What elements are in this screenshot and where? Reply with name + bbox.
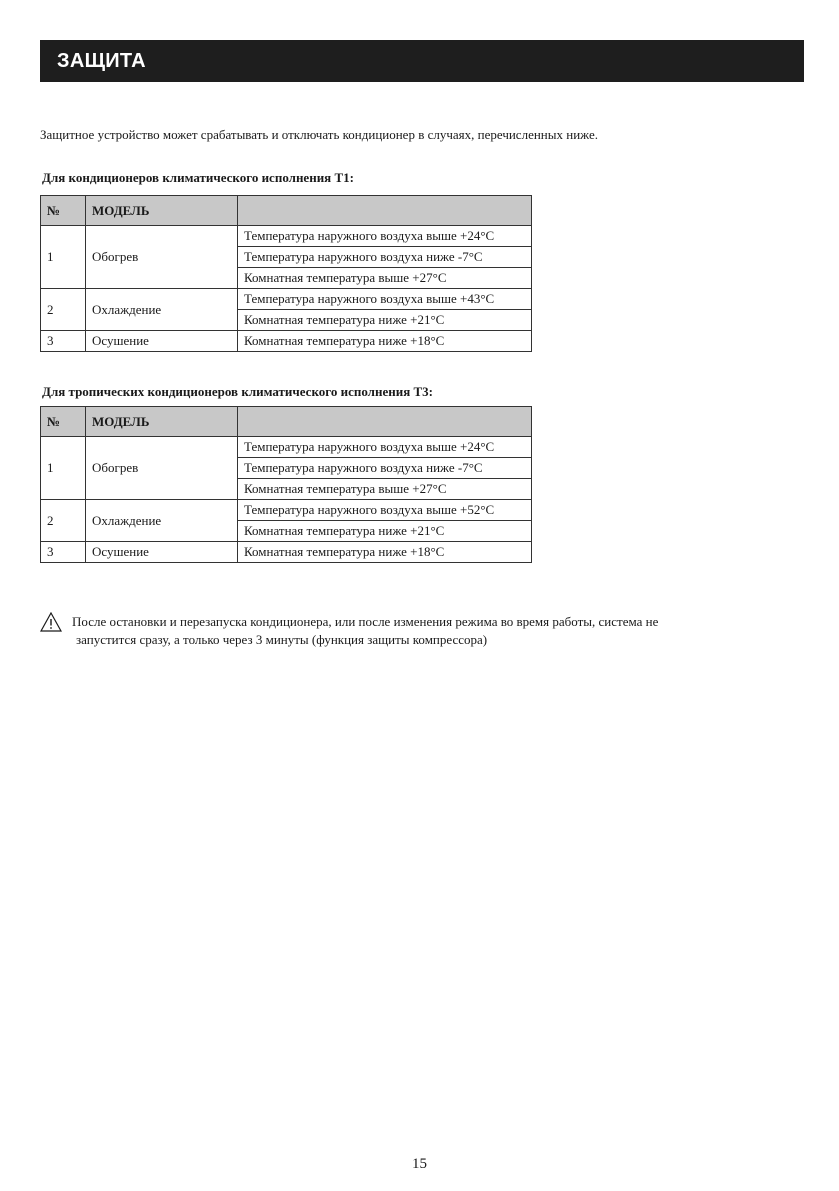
- intro-text: Защитное устройство может срабатывать и отключать кондиционер в случаях, перечисленных ниже.: [40, 127, 598, 142]
- protection-table-t1: [40, 195, 532, 352]
- row-number: 3: [41, 331, 86, 352]
- header-number: №: [41, 407, 86, 437]
- row-number: 2: [41, 289, 86, 331]
- row-condition: Комнатная температура ниже +18°С: [238, 542, 532, 563]
- row-mode: Обогрев: [86, 437, 238, 500]
- table-t1-title: Для кондиционеров климатического исполнения Т1:: [42, 170, 354, 185]
- header-condition: [238, 407, 532, 437]
- row-condition: Температура наружного воздуха выше +24°С: [238, 437, 532, 458]
- row-number: 3: [41, 542, 86, 563]
- row-condition: Температура наружного воздуха выше +52°С: [238, 500, 532, 521]
- table-row: [41, 437, 532, 458]
- header-model: МОДЕЛЬ: [86, 196, 238, 226]
- table-row: [41, 542, 532, 563]
- row-condition: Температура наружного воздуха выше +43°С: [238, 289, 532, 310]
- row-mode: Обогрев: [86, 226, 238, 289]
- row-number: 1: [41, 226, 86, 289]
- protection-table-t3: [40, 406, 532, 563]
- row-number: 1: [41, 437, 86, 500]
- row-mode: Охлаждение: [86, 289, 238, 331]
- row-mode: Осушение: [86, 542, 238, 563]
- row-condition: Комнатная температура ниже +21°С: [238, 310, 532, 331]
- row-mode: Осушение: [86, 331, 238, 352]
- table-row: [41, 331, 532, 352]
- row-number: 2: [41, 500, 86, 542]
- page-title: ЗАЩИТА: [57, 50, 146, 72]
- row-condition: Комнатная температура ниже +18°С: [238, 331, 532, 352]
- page-header: [40, 40, 804, 82]
- warning-text-line-1: После остановки и перезапуска кондиционера, или после изменения режима во время работы, система не: [72, 614, 659, 629]
- table-row: [41, 226, 532, 247]
- row-condition: Комнатная температура ниже +21°С: [238, 521, 532, 542]
- page-number: 15: [412, 1156, 427, 1172]
- row-condition: Температура наружного воздуха выше +24°С: [238, 226, 532, 247]
- row-condition: Комнатная температура выше +27°С: [238, 479, 532, 500]
- header-model: МОДЕЛЬ: [86, 407, 238, 437]
- table-header-row: [41, 196, 532, 226]
- row-mode: Охлаждение: [86, 500, 238, 542]
- table-row: [41, 289, 532, 310]
- row-condition: Температура наружного воздуха ниже -7°С: [238, 458, 532, 479]
- header-number: №: [41, 196, 86, 226]
- row-condition: Температура наружного воздуха ниже -7°С: [238, 247, 532, 268]
- warning-text-line-2: запустится сразу, а только через 3 минуты (функция защиты компрессора): [76, 632, 488, 647]
- table-t3-title: Для тропических кондиционеров климатического исполнения Т3:: [42, 384, 433, 399]
- table-header-row: [41, 407, 532, 437]
- warning-triangle-icon: [40, 612, 62, 632]
- row-condition: Комнатная температура выше +27°С: [238, 268, 532, 289]
- header-condition: [238, 196, 532, 226]
- table-row: [41, 500, 532, 521]
